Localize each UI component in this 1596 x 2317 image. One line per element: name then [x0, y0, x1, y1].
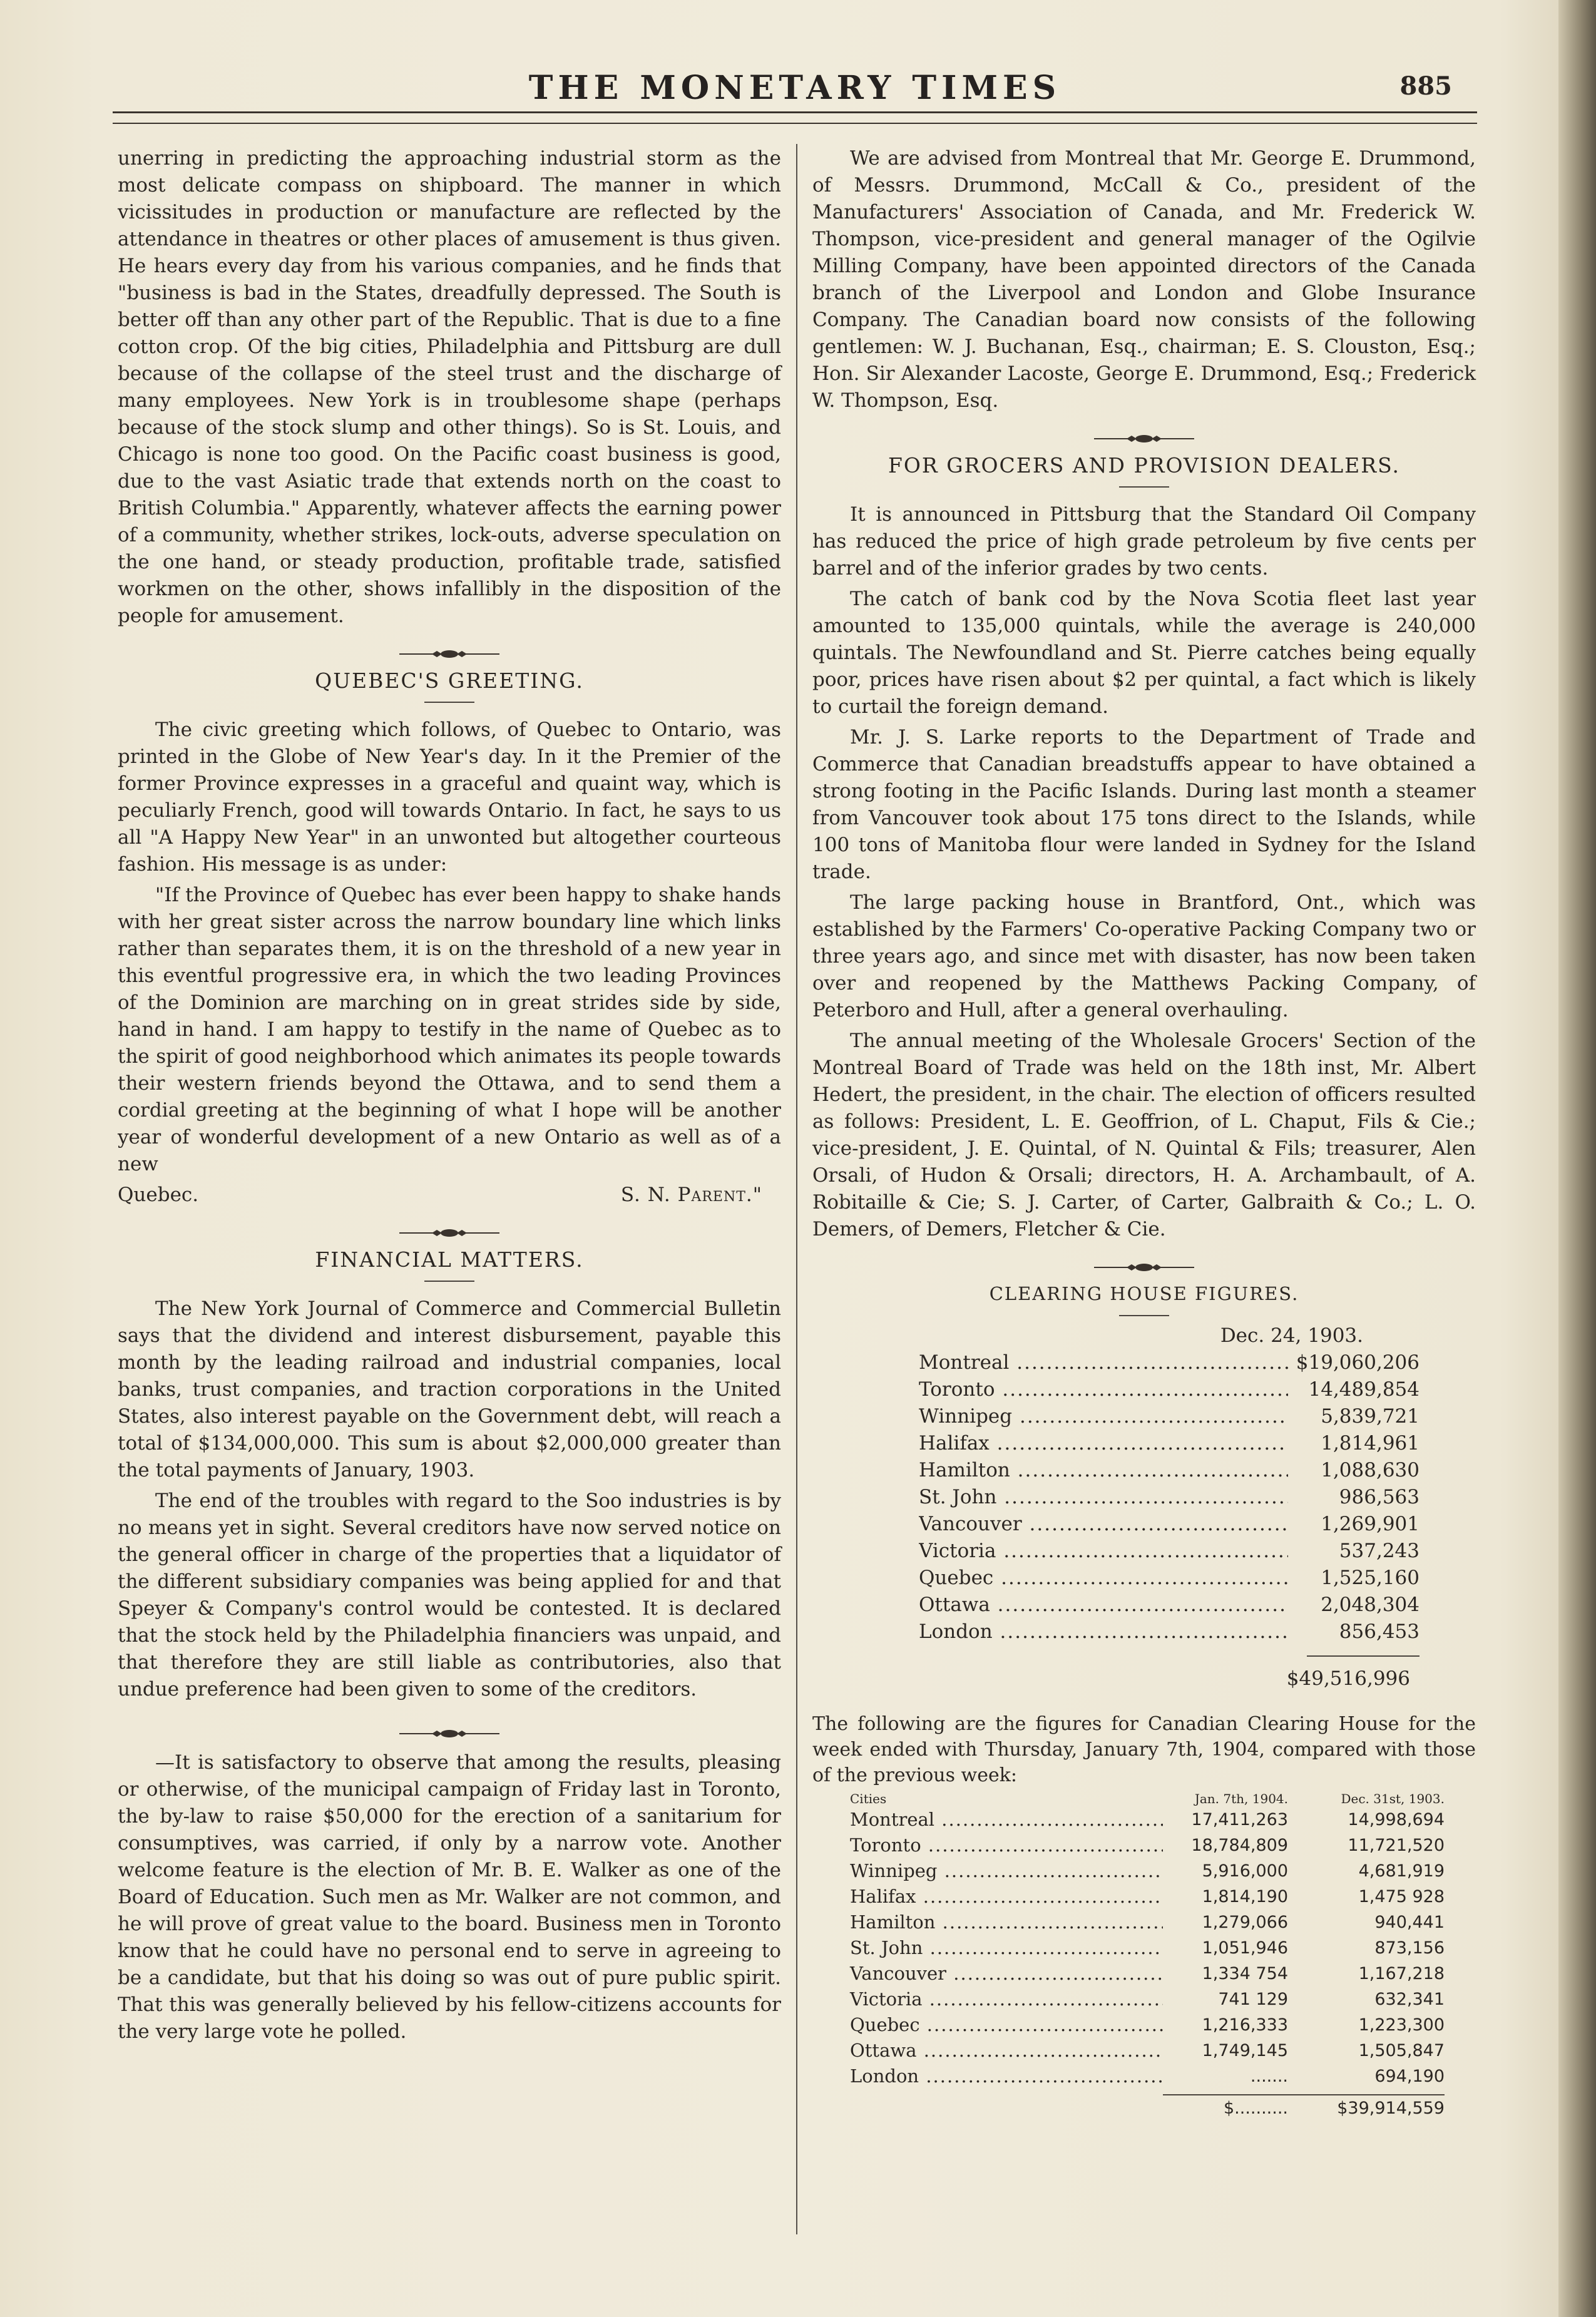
jan-column-header: Jan. 7th, 1904. — [1194, 1791, 1288, 1806]
city-cell: Vancouver ..... — [812, 1961, 1163, 1987]
montreal-directors-text: We are advised from Montreal that Mr. George E. Drummond, of Messrs. Drummond, McCall & Co., president of the Manufacturers' Association of Canada, and Mr. Frederick W. Thompson, vice-president and general manager of the Ogilvie Milling Company, have been appointed directors of the Canada branch of the Liverpool and London and Globe Insurance Company. The Canadian board now consists of the following gentlemen: W. J. Buchanan, Esq., chairman; E. S. Clouston, Esq.; Hon. Sir Alexander Lacoste, George E. Drummond, Esq.; Frederick W. Thompson, Esq. — [812, 147, 1476, 412]
table-row — [919, 1457, 1420, 1484]
city-cell: St. John ..... — [812, 1935, 1163, 1961]
jan-cell: 1,216,333 — [1202, 2015, 1288, 2035]
masthead-rule-bottom — [113, 123, 1477, 124]
ornament-icon — [1094, 1261, 1194, 1274]
amount-cell: 1,814,961 — [1321, 1432, 1420, 1455]
city-cell: London ..... — [919, 1619, 1288, 1645]
dec-cell: 873,156 — [1374, 1938, 1445, 1958]
clearing-total: $49,516,996 — [1286, 1667, 1410, 1690]
left-column — [118, 145, 781, 2049]
financial-dividend-text: The New York Journal of Commerce and Commercial Bulletin says that the dividend and interest disbursement, payable this month by the leading railroad and industrial companies, local banks, trust companies, and traction corporations in the United States, also interest payable on the Government debt, will reach a total of $134,000,000. This sum is about $2,000,000 greater than the total payments of January, 1903. — [118, 1297, 781, 1481]
dec-cell: 14,998,694 — [1348, 1810, 1445, 1829]
amount-cell: 856,453 — [1339, 1620, 1420, 1643]
city-cell: Winnipeg ..... — [919, 1403, 1288, 1430]
grocers-cod-text: The catch of bank cod by the Nova Scotia fleet last year amounted to 135,000 quintals, while the average is 240,000 quintals. The Newfoundland and St. Pierre catches being equally poor, prices have risen about $2 per quintal, a fact which is likely to curtail the foreign demand. — [812, 588, 1476, 718]
clearing-date: Dec. 24, 1903. — [1220, 1324, 1363, 1347]
table-header — [812, 1791, 1476, 1807]
city-cell: London ..... — [812, 2064, 1163, 2089]
publication-title: THE MONETARY TIMES — [528, 69, 1061, 107]
signature: S. N. Parent." — [620, 1184, 762, 1206]
jan-cell: 741 129 — [1218, 1990, 1288, 2009]
dec-cell: 4,681,919 — [1358, 1861, 1445, 1881]
amusement-article-text: unerring in predicting the approaching industrial storm as the most delicate compass on shipboard. The manner in which vicissitudes in production or manufacture are reflected by the attendance in theatres or other places of amusement is thus given. He hears every day from his various companies, and he finds that "business is bad in the States, dreadfully depressed. The South is better off than any other part of the Republic. That is due to a fine cotton crop. Of the big cities, Philadelphia and Pittsburg are dull because of the collapse of the steel trust and the discharge of many employees. New York is in troublesome shape (perhaps because of the stock slump and other things). So is St. Louis, and Chicago is none too good. On the Pacific coast business is good, due to the vast Asiatic trade that extends north on the coast to British Columbia." Apparently, whatever affects the earning power of a community, whether strikes, lock-outs, adverse speculation on the one hand, or steady production, profitable trade, satisfied workmen on the other, shows infallibly in the disposition of the people for amusement. — [118, 147, 781, 627]
toronto-municipal-text: —It is satisfactory to observe that among the results, pleasing or otherwise, of the municipal campaign of Friday last in Toronto, the by-law to raise $50,000 for the erection of a sanitarium for consumptives, was carried, if only by a narrow vote. Another welcome feature is the election of Mr. B. E. Walker as one of the Board of Education. Such men as Mr. Walker are not common, and he will prove of great value to the board. Business men in Toronto know that he could have no personal end to serve in agreeing to be a candidate, but that his doing so was out of pure public spirit. That this was generally believed by his fellow-citizens accounts for the very large vote he polled. — [118, 1751, 781, 2043]
section-ornament — [118, 1220, 781, 1232]
city-cell: Ottawa ..... — [812, 2038, 1163, 2064]
jan-cell: 1,334 754 — [1202, 1964, 1288, 1983]
amount-cell: 1,088,630 — [1321, 1459, 1420, 1481]
city-cell: Quebec ..... — [919, 1565, 1288, 1592]
table-row — [919, 1430, 1420, 1457]
dec-cell: 1,505,847 — [1358, 2041, 1445, 2060]
amount-cell: 2,048,304 — [1321, 1593, 1420, 1616]
cities-column-header: Cities — [850, 1791, 887, 1806]
heading-rule — [424, 1281, 474, 1282]
ornament-icon — [399, 1727, 499, 1740]
jan-cell: 18,784,809 — [1191, 1836, 1288, 1855]
table-row — [919, 1619, 1420, 1645]
city-cell: Montreal ..... — [919, 1349, 1288, 1376]
table-row — [919, 1538, 1420, 1565]
grocers-meeting-text: The annual meeting of the Wholesale Grocers' Section of the Montreal Board of Trade was held on the 18th inst, Mr. Albert Hedert, the president, in the chair. The election of officers resulted as follows: President, L. E. Geoffrion, of L. Chaput, Fils & Cie.; vice-president, J. E. Quintal, of N. Quintal & Fils; treasurer, Alen Orsali, of Hudon & Orsali; directors, H. A. Archambault, of A. Robitaille & Cie; S. J. Carter, of Carter, Galbraith & Co.; L. O. Demers, of Demers, Fletcher & Cie. — [812, 1030, 1476, 1240]
city-cell: Halifax ..... — [812, 1884, 1163, 1910]
total-label-spacer — [812, 2094, 1163, 2121]
city-cell: Winnipeg ..... — [812, 1858, 1163, 1884]
table-row — [919, 1376, 1420, 1403]
city-cell: St. John ..... — [919, 1484, 1288, 1511]
jan-cell: ....... — [1250, 2067, 1288, 2086]
jan-cell: 1,749,145 — [1202, 2041, 1288, 2060]
section-ornament — [812, 1254, 1476, 1267]
table-row — [919, 1349, 1420, 1376]
dec-cell: 632,341 — [1374, 1990, 1445, 2009]
city-cell: Toronto ..... — [812, 1833, 1163, 1858]
dec-cell: 940,441 — [1374, 1913, 1445, 1932]
table-row — [812, 1807, 1476, 1833]
heading-rule — [424, 702, 474, 703]
quebec-greeting-intro: The civic greeting which follows, of Quebec to Ontario, was printed in the Globe of New Year's day. In it the Premier of the former Province expresses in a graceful and quaint way, which is peculiarly French, good will towards Ontario. In fact, he says to us all "A Happy New Year" in an unwonted but altogether courteous fashion. His message is as under: — [118, 719, 781, 876]
amount-cell: 1,525,160 — [1321, 1567, 1420, 1589]
heading-rule — [1119, 486, 1169, 488]
table-row — [919, 1565, 1420, 1592]
masthead — [113, 63, 1477, 119]
ornament-icon — [1094, 432, 1194, 445]
ornament-icon — [399, 648, 499, 660]
right-column — [812, 145, 1476, 2121]
dec-column-header: Dec. 31st, 1903. — [1341, 1791, 1445, 1806]
financial-soo-text: The end of the troubles with regard to the Soo industries is by no means yet in sight. Several creditors have now served notice on the general officer in charge of the properties that a liquidator of the different subsidiary companies was being applied for and that Speyer & Company's control would be contested. It is declared that the stock held by the Philadelphia financiers was unpaid, and that therefore they are still liable as contributories, also that undue preference had been given to some of the creditors. — [118, 1490, 781, 1701]
city-cell: Montreal ..... — [812, 1807, 1163, 1833]
table-row — [812, 1961, 1476, 1987]
grocers-breadstuffs-text: Mr. J. S. Larke reports to the Department of Trade and Commerce that Canadian breadstuffs appear to have obtained a strong footing in the Pacific Islands. During last month a steamer from Vancouver took about 175 tons direct to the Islands, while 100 tons of Manitoba flour were landed in Sydney for the Island trade. — [812, 726, 1476, 883]
page-number: 885 — [1399, 71, 1452, 101]
dec-cell: 1,475 928 — [1358, 1887, 1445, 1906]
city-cell: Vancouver ..... — [919, 1511, 1288, 1538]
city-cell: Hamilton ..... — [919, 1457, 1288, 1484]
message-last-word: Quebec. — [118, 1184, 199, 1206]
financial-matters-heading: FINANCIAL MATTERS. — [315, 1247, 584, 1272]
clearing-house-heading: CLEARING HOUSE FIGURES. — [989, 1283, 1299, 1304]
grocers-petroleum-text: It is announced in Pittsburg that the Standard Oil Company has reduced the price of high grade petroleum by five cents per barrel and of the inferior grades by two cents. — [812, 503, 1476, 580]
jan-cell: 17,411,263 — [1191, 1810, 1288, 1829]
table-row — [812, 1987, 1476, 2012]
table-row — [812, 1858, 1476, 1884]
dec-cell: 11,721,520 — [1348, 1836, 1445, 1855]
table-row — [812, 2064, 1476, 2089]
amount-cell: $19,060,206 — [1296, 1351, 1420, 1374]
quebec-greeting-heading: QUEBEC'S GREETING. — [315, 668, 584, 693]
table-row — [812, 2012, 1476, 2038]
dec-cell: 1,223,300 — [1358, 2015, 1445, 2035]
ornament-icon — [399, 1227, 499, 1239]
weekly-clearing-intro: The following are the figures for Canadian Clearing House for the week ended with Thursday, January 7th, 1904, compared with those of the previous week: — [812, 1713, 1476, 1786]
jan-cell: 1,279,066 — [1202, 1913, 1288, 1932]
jan-cell: 1,051,946 — [1202, 1938, 1288, 1958]
dec-cell: 694,190 — [1374, 2067, 1445, 2086]
grocers-packing-text: The large packing house in Brantford, Ont., which was established by the Farmers' Co-operative Packing Company two or three years ago, and since met with disaster, has now been taken over and reopened by the Matthews Packing Company, of Peterboro and Hull, after a general overhauling. — [812, 891, 1476, 1021]
city-cell: Quebec ..... — [812, 2012, 1163, 2038]
total-rule — [1307, 1655, 1420, 1657]
table-row — [919, 1403, 1420, 1430]
table-row — [919, 1511, 1420, 1538]
section-ornament — [118, 641, 781, 653]
signature-line — [118, 1182, 781, 1209]
table-row — [812, 1935, 1476, 1961]
table-row — [812, 2038, 1476, 2064]
table-row — [812, 1833, 1476, 1858]
jan-total: $.......... — [1163, 2094, 1288, 2121]
amount-cell: 1,269,901 — [1321, 1513, 1420, 1535]
city-cell: Toronto ..... — [919, 1376, 1288, 1403]
dec-total: $39,914,559 — [1288, 2094, 1445, 2121]
binding-edge — [1558, 0, 1596, 2317]
amount-cell: 14,489,854 — [1308, 1378, 1420, 1401]
column-divider — [796, 144, 797, 2234]
city-cell: Halifax ..... — [919, 1430, 1288, 1457]
table-total-row — [812, 2094, 1476, 2121]
amount-cell: 5,839,721 — [1321, 1405, 1420, 1428]
heading-rule — [1119, 1315, 1169, 1316]
amount-cell: 537,243 — [1339, 1540, 1420, 1562]
quebec-greeting-message: "If the Province of Quebec has ever been happy to shake hands with her great sister across the narrow boundary line which links rather than separates them, it is on the threshold of a new year in this eventful progressive era, in which the two leading Provinces of the Dominion are marching on in great strides side by side, hand in hand. I am happy to testify in the name of Quebec as to the spirit of good neighborhood which animates its people towards their western friends beyond the Ottawa, and to send them a cordial greeting at the beginning of what I hope will be another year of wonderful development of a new Ontario as well as of a new — [118, 884, 781, 1175]
clearing-house-table — [812, 1322, 1476, 1692]
city-cell: Ottawa ..... — [919, 1592, 1288, 1619]
city-cell: Victoria ..... — [812, 1987, 1163, 2012]
dec-cell: 1,167,218 — [1358, 1964, 1445, 1983]
jan-cell: 5,916,000 — [1202, 1861, 1288, 1881]
table-row — [812, 1884, 1476, 1910]
city-cell: Hamilton ..... — [812, 1910, 1163, 1935]
weekly-clearing-table — [812, 1791, 1476, 2121]
grocers-heading: FOR GROCERS AND PROVISION DEALERS. — [888, 453, 1401, 478]
table-row — [812, 1910, 1476, 1935]
jan-cell: 1,814,190 — [1202, 1887, 1288, 1906]
section-ornament — [812, 426, 1476, 438]
section-ornament — [118, 1721, 781, 1733]
city-cell: Victoria ..... — [919, 1538, 1288, 1565]
table-row — [919, 1484, 1420, 1511]
table-row — [919, 1592, 1420, 1619]
amount-cell: 986,563 — [1339, 1486, 1420, 1508]
masthead-rule-top — [113, 111, 1477, 113]
